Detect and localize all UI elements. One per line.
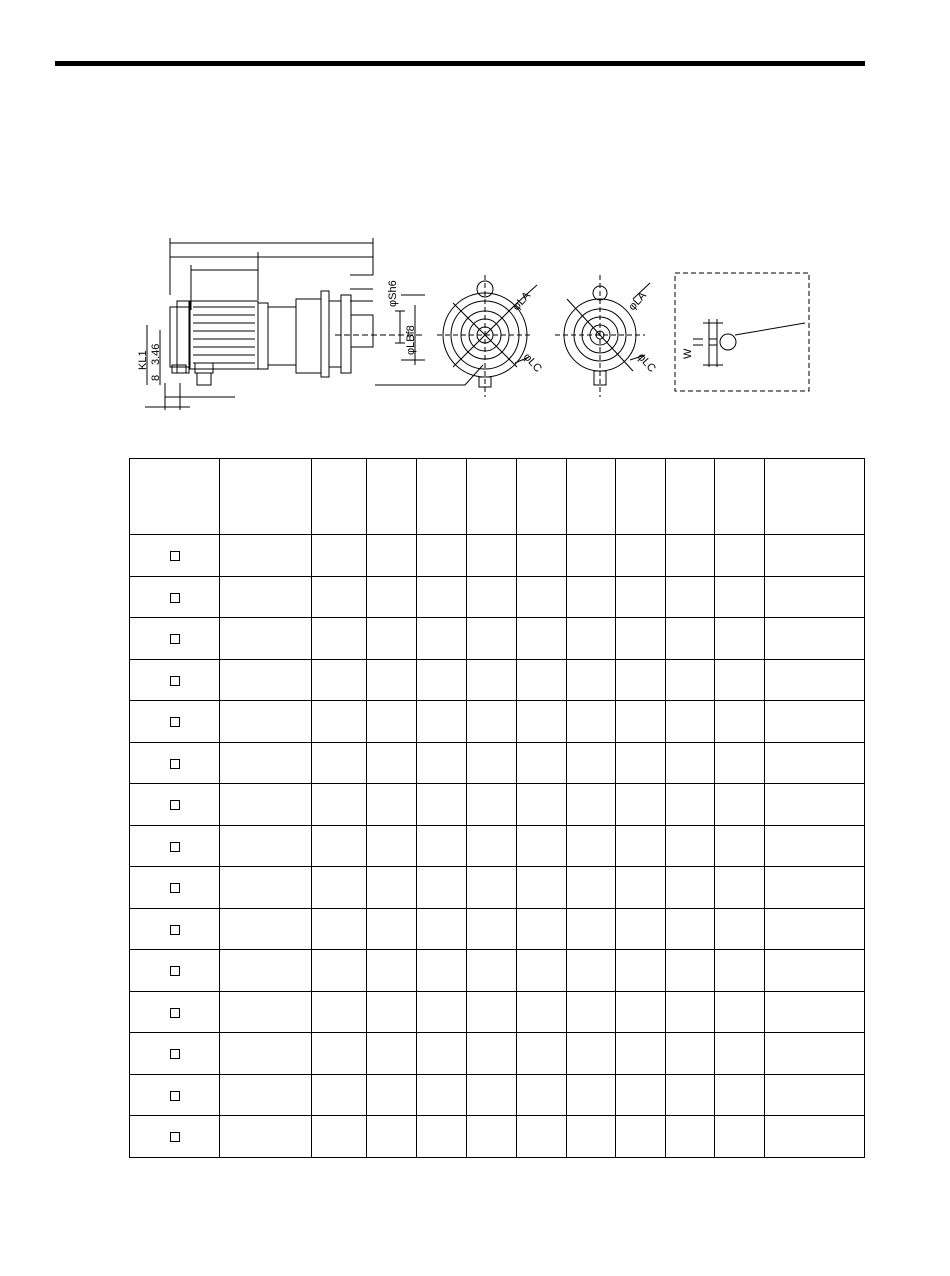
table-cell: [312, 1116, 367, 1158]
table-cell: [367, 1033, 417, 1075]
table-cell: [517, 618, 567, 660]
bolt-circle-left-label: φLC: [520, 350, 544, 375]
table-row: [130, 742, 865, 784]
table-cell: [715, 825, 765, 867]
table-row: [130, 535, 865, 577]
table-cell: [467, 1116, 517, 1158]
checkbox-cell[interactable]: [130, 701, 220, 743]
table-cell: [220, 576, 312, 618]
table-header-row: [130, 459, 865, 535]
table-cell: [417, 535, 467, 577]
table-cell: [765, 1116, 865, 1158]
table-cell: [666, 950, 715, 992]
table-cell: [417, 618, 467, 660]
checkbox-cell[interactable]: [130, 1116, 220, 1158]
dimension-table: [129, 458, 865, 1158]
header-cell: [312, 459, 367, 535]
checkbox-icon[interactable]: [170, 593, 180, 603]
table-cell: [417, 1033, 467, 1075]
table-cell: [616, 784, 666, 826]
table-cell: [715, 1033, 765, 1075]
table-cell: [616, 742, 666, 784]
table-cell: [616, 1116, 666, 1158]
table-cell: [367, 659, 417, 701]
table-cell: [715, 867, 765, 909]
table-cell: [517, 576, 567, 618]
table-cell: [616, 576, 666, 618]
table-cell: [567, 701, 616, 743]
dim-346-label: 3.46: [150, 343, 162, 365]
flange-pcd-right-label: φLA: [626, 289, 650, 314]
kl1-label: KL1: [137, 350, 149, 370]
table-cell: [312, 867, 367, 909]
table-row: [130, 1033, 865, 1075]
table-cell: [715, 950, 765, 992]
header-cell: [220, 459, 312, 535]
table-cell: [567, 867, 616, 909]
key-width-label: W: [682, 348, 694, 359]
table-row: [130, 659, 865, 701]
table-cell: [517, 659, 567, 701]
table-cell: [715, 618, 765, 660]
checkbox-icon[interactable]: [170, 842, 180, 852]
table-cell: [367, 618, 417, 660]
checkbox-icon[interactable]: [170, 925, 180, 935]
checkbox-cell[interactable]: [130, 659, 220, 701]
checkbox-cell[interactable]: [130, 1074, 220, 1116]
checkbox-icon[interactable]: [170, 966, 180, 976]
table-row: [130, 825, 865, 867]
header-cell: [130, 459, 220, 535]
table-cell: [765, 908, 865, 950]
table-cell: [367, 825, 417, 867]
table-cell: [517, 825, 567, 867]
table-cell: [517, 535, 567, 577]
checkbox-cell[interactable]: [130, 618, 220, 660]
table-cell: [517, 950, 567, 992]
table-cell: [367, 576, 417, 618]
table-cell: [367, 950, 417, 992]
checkbox-cell[interactable]: [130, 908, 220, 950]
table-cell: [467, 701, 517, 743]
table-cell: [367, 1074, 417, 1116]
table-cell: [765, 1033, 865, 1075]
table-cell: [616, 535, 666, 577]
table-cell: [517, 701, 567, 743]
table-cell: [467, 908, 517, 950]
table-cell: [567, 1033, 616, 1075]
table-cell: [312, 618, 367, 660]
table-cell: [220, 1074, 312, 1116]
table-cell: [765, 991, 865, 1033]
table-cell: [220, 991, 312, 1033]
table-cell: [765, 535, 865, 577]
checkbox-cell[interactable]: [130, 742, 220, 784]
table-cell: [312, 659, 367, 701]
header-cell: [666, 459, 715, 535]
table-cell: [715, 1116, 765, 1158]
table-cell: [567, 1116, 616, 1158]
table-cell: [417, 742, 467, 784]
table-cell: [666, 991, 715, 1033]
table-cell: [417, 1074, 467, 1116]
table-cell: [220, 701, 312, 743]
table-cell: [312, 825, 367, 867]
table-cell: [666, 659, 715, 701]
table-cell: [666, 867, 715, 909]
header-cell: [467, 459, 517, 535]
checkbox-icon[interactable]: [170, 1049, 180, 1059]
table-cell: [220, 825, 312, 867]
table-cell: [666, 825, 715, 867]
checkbox-cell[interactable]: [130, 867, 220, 909]
table-cell: [715, 659, 765, 701]
table-cell: [765, 867, 865, 909]
table-cell: [616, 1033, 666, 1075]
table-cell: [220, 908, 312, 950]
table-row: [130, 867, 865, 909]
table-cell: [567, 825, 616, 867]
table-cell: [220, 659, 312, 701]
table-cell: [666, 576, 715, 618]
table-cell: [467, 659, 517, 701]
table-cell: [765, 784, 865, 826]
table-cell: [467, 742, 517, 784]
table-row: [130, 701, 865, 743]
table-cell: [417, 576, 467, 618]
checkbox-icon[interactable]: [170, 551, 180, 561]
table-cell: [312, 950, 367, 992]
table-cell: [517, 908, 567, 950]
checkbox-icon[interactable]: [170, 883, 180, 893]
table-cell: [765, 825, 865, 867]
checkbox-icon[interactable]: [170, 1091, 180, 1101]
table-cell: [616, 659, 666, 701]
header-cell: [567, 459, 616, 535]
table-cell: [312, 784, 367, 826]
checkbox-icon[interactable]: [170, 1008, 180, 1018]
table-row: [130, 576, 865, 618]
table-cell: [567, 991, 616, 1033]
table-cell: [417, 991, 467, 1033]
table-cell: [567, 535, 616, 577]
table-cell: [312, 908, 367, 950]
bolt-circle-right-label: φLC: [634, 350, 658, 375]
table-cell: [715, 1074, 765, 1116]
top-rule: [55, 61, 865, 66]
table-row: [130, 784, 865, 826]
table-cell: [467, 867, 517, 909]
table-cell: [417, 659, 467, 701]
table-cell: [616, 701, 666, 743]
table-cell: [312, 1074, 367, 1116]
table-cell: [467, 535, 517, 577]
checkbox-cell[interactable]: [130, 950, 220, 992]
table-cell: [417, 867, 467, 909]
table-cell: [220, 742, 312, 784]
table-row: [130, 908, 865, 950]
table-cell: [467, 618, 517, 660]
table-cell: [367, 908, 417, 950]
table-cell: [367, 784, 417, 826]
table-cell: [517, 742, 567, 784]
table-cell: [312, 535, 367, 577]
table-cell: [312, 1033, 367, 1075]
table-cell: [765, 701, 865, 743]
table-cell: [367, 867, 417, 909]
table-cell: [765, 618, 865, 660]
table-cell: [467, 991, 517, 1033]
table-cell: [220, 867, 312, 909]
table-cell: [666, 1033, 715, 1075]
table-cell: [367, 701, 417, 743]
table-cell: [666, 1074, 715, 1116]
table-cell: [715, 991, 765, 1033]
table-cell: [417, 1116, 467, 1158]
spigot-dia-label: φLBf8: [405, 325, 417, 355]
table-cell: [616, 908, 666, 950]
table-cell: [467, 1074, 517, 1116]
table-cell: [417, 825, 467, 867]
table-cell: [467, 825, 517, 867]
header-cell: [417, 459, 467, 535]
table-cell: [715, 576, 765, 618]
table-cell: [567, 742, 616, 784]
table-cell: [666, 1116, 715, 1158]
dim-8-label: 8: [150, 374, 162, 381]
table-cell: [666, 784, 715, 826]
table-cell: [765, 659, 865, 701]
table-cell: [220, 784, 312, 826]
table-cell: [666, 742, 715, 784]
dimension-drawing: [125, 235, 825, 435]
table-cell: [666, 618, 715, 660]
checkbox-cell[interactable]: [130, 1033, 220, 1075]
table-row: [130, 950, 865, 992]
table-cell: [517, 784, 567, 826]
checkbox-cell[interactable]: [130, 784, 220, 826]
header-cell: [765, 459, 865, 535]
header-cell: [517, 459, 567, 535]
table-row: [130, 618, 865, 660]
header-cell: [715, 459, 765, 535]
table-cell: [312, 701, 367, 743]
table-cell: [517, 1033, 567, 1075]
table-cell: [567, 1074, 616, 1116]
table-cell: [220, 1116, 312, 1158]
table-cell: [417, 950, 467, 992]
table-cell: [715, 701, 765, 743]
checkbox-cell[interactable]: [130, 535, 220, 577]
table-cell: [517, 1074, 567, 1116]
table-cell: [567, 618, 616, 660]
table-cell: [312, 991, 367, 1033]
table-cell: [367, 535, 417, 577]
table-cell: [367, 742, 417, 784]
table-cell: [467, 1033, 517, 1075]
table-cell: [567, 576, 616, 618]
table-cell: [666, 701, 715, 743]
table-cell: [616, 950, 666, 992]
table-cell: [220, 950, 312, 992]
table-cell: [567, 659, 616, 701]
table-cell: [666, 535, 715, 577]
checkbox-icon[interactable]: [170, 800, 180, 810]
table-cell: [765, 576, 865, 618]
flange-pcd-left-label: φLA: [510, 289, 534, 314]
table-cell: [312, 742, 367, 784]
table-cell: [616, 618, 666, 660]
header-cell: [616, 459, 666, 535]
table-cell: [715, 535, 765, 577]
table-cell: [367, 991, 417, 1033]
table-cell: [517, 991, 567, 1033]
table-cell: [567, 950, 616, 992]
table-cell: [417, 784, 467, 826]
table-cell: [715, 742, 765, 784]
table-cell: [417, 701, 467, 743]
checkbox-icon[interactable]: [170, 676, 180, 686]
table-cell: [715, 784, 765, 826]
table-cell: [467, 576, 517, 618]
table-cell: [616, 1074, 666, 1116]
table-cell: [220, 1033, 312, 1075]
table-cell: [715, 908, 765, 950]
checkbox-cell[interactable]: [130, 991, 220, 1033]
table-cell: [616, 825, 666, 867]
table-cell: [765, 1074, 865, 1116]
table-cell: [567, 908, 616, 950]
checkbox-cell[interactable]: [130, 576, 220, 618]
checkbox-icon[interactable]: [170, 634, 180, 644]
checkbox-icon[interactable]: [170, 1132, 180, 1142]
table-cell: [220, 535, 312, 577]
checkbox-icon[interactable]: [170, 759, 180, 769]
checkbox-cell[interactable]: [130, 825, 220, 867]
table-cell: [467, 784, 517, 826]
table-cell: [616, 867, 666, 909]
table-cell: [567, 784, 616, 826]
table-cell: [312, 576, 367, 618]
table-cell: [467, 950, 517, 992]
table-cell: [666, 908, 715, 950]
table-cell: [616, 991, 666, 1033]
motor-outline-drawing: [125, 235, 825, 435]
table-cell: [220, 618, 312, 660]
table-row: [130, 991, 865, 1033]
table-cell: [367, 1116, 417, 1158]
header-cell: [367, 459, 417, 535]
checkbox-icon[interactable]: [170, 717, 180, 727]
table-row: [130, 1116, 865, 1158]
table-cell: [517, 867, 567, 909]
table-row: [130, 1074, 865, 1116]
table-cell: [517, 1116, 567, 1158]
table-cell: [765, 950, 865, 992]
table-cell: [417, 908, 467, 950]
table-cell: [765, 742, 865, 784]
shaft-dia-label: φSh6: [387, 280, 399, 307]
